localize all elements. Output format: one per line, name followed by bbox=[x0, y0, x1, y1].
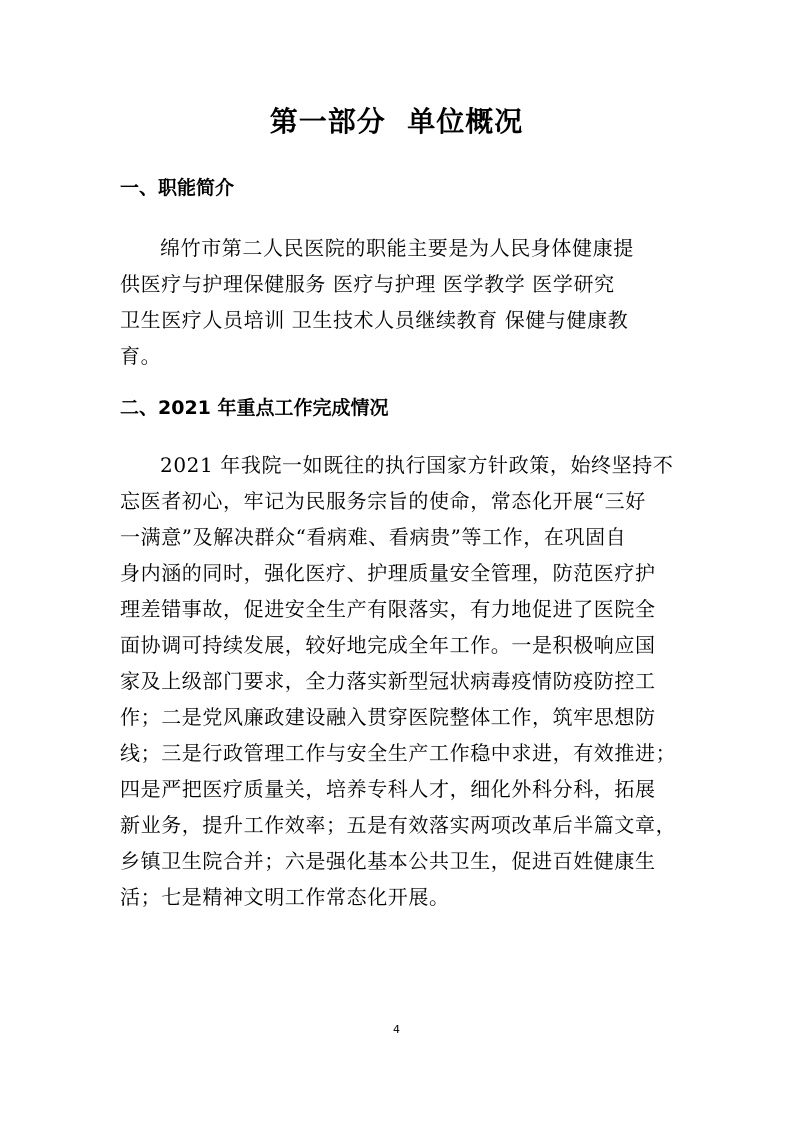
functions-paragraph bbox=[120, 230, 680, 374]
paragraph-line: 四是严把医疗质量关，培养专科人才，细化外科分科，拓展 bbox=[120, 777, 656, 801]
paragraph-line: 供医疗与护理保健服务 医疗与护理 医学教学 医学研究 bbox=[120, 272, 615, 296]
paragraph-line: 线；三是行政管理工作与安全生产工作稳中求进，有效推进； bbox=[120, 741, 677, 765]
page-number: 4 bbox=[393, 1023, 400, 1036]
paragraph-line: 新业务，提升工作效率；五是有效落实两项改革后半篇文章， bbox=[120, 813, 677, 837]
paragraph-line: 卫生医疗人员培训 卫生技术人员继续教育 保健与健康教 bbox=[120, 308, 629, 332]
paragraph-line: 2021 年我院一如既往的执行国家方针政策，始终坚持不 bbox=[160, 453, 674, 477]
paragraph-line: 作；二是党风廉政建设融入贯穿医院整体工作，筑牢思想防 bbox=[120, 705, 656, 729]
paragraph-line: 忘医者初心，牢记为民服务宗旨的使命，常态化开展“三好 bbox=[120, 489, 646, 513]
paragraph-line: 绵竹市第二人民医院的职能主要是为人民身体健康提 bbox=[160, 236, 634, 260]
section-heading-key-work: 二、2021 年重点工作完成情况 bbox=[120, 397, 389, 419]
paragraph-line: 一满意”及解决群众“看病难、看病贵”等工作，在巩固自 bbox=[120, 525, 627, 549]
key-work-paragraph bbox=[120, 447, 680, 915]
paragraph-line: 乡镇卫生院合并；六是强化基本公共卫生，促进百姓健康生 bbox=[120, 849, 656, 873]
paragraph-line: 育。 bbox=[120, 344, 162, 368]
paragraph-line: 活；七是精神文明工作常态化开展。 bbox=[120, 885, 450, 909]
paragraph-line: 家及上级部门要求，全力落实新型冠状病毒疫情防疫防控工 bbox=[120, 669, 656, 693]
paragraph-line: 面协调可持续发展，较好地完成全年工作。一是积极响应国 bbox=[120, 633, 656, 657]
section-heading-functions: 一、职能简介 bbox=[120, 177, 235, 199]
paragraph-line: 身内涵的同时，强化医疗、护理质量安全管理，防范医疗护 bbox=[120, 561, 656, 585]
paragraph-line: 理差错事故，促进安全生产有限落实，有力地促进了医院全 bbox=[120, 597, 656, 621]
page-title: 第一部分 单位概况 bbox=[269, 105, 524, 138]
